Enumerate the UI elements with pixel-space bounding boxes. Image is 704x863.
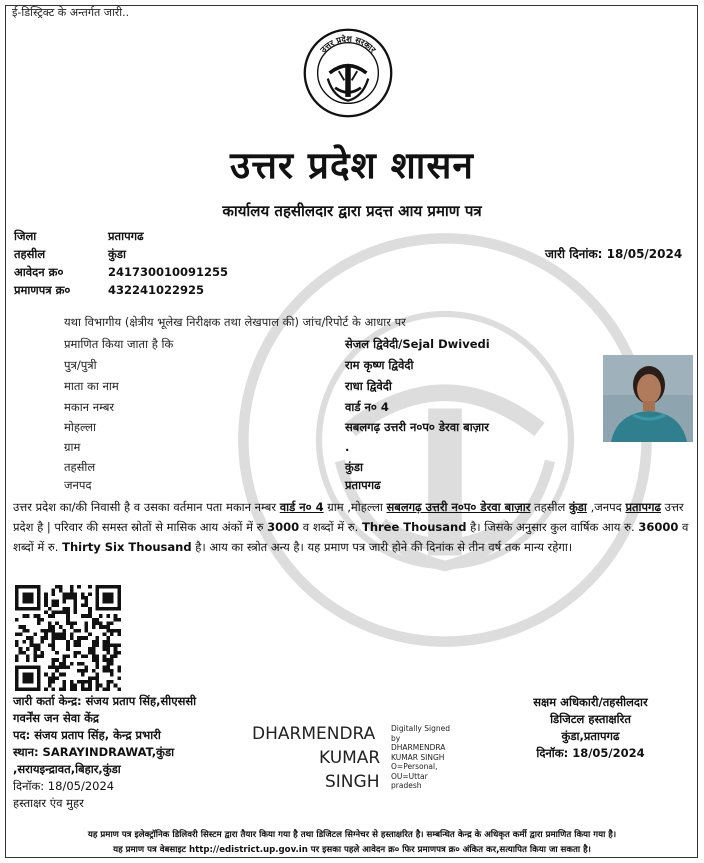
detail-label: माता का नाम (64, 379, 119, 393)
top-note: ई-डिस्ट्रिक्ट के अन्तर्गत जारी.. (12, 6, 130, 19)
header-field-tehsil (14, 247, 314, 263)
signer-name-line3: SINGH (325, 772, 380, 792)
signature-meta-line: O=Personal, (391, 762, 438, 771)
field-label: प्रमाणपत्र क्र० (14, 283, 71, 297)
issuer-post: पद: संजय प्रताप सिंह, केन्द्र प्रभारी (13, 728, 161, 742)
signature-meta-line: by (391, 733, 401, 743)
field-value: 432241022925 (108, 283, 205, 297)
para-tehsil: कुंडा (568, 500, 587, 514)
detail-label: ग्राम (64, 440, 81, 454)
svg-text:उत्तर प्रदेश सरकार (317, 34, 378, 55)
authority-date: दिनॉक: 18/05/2024 (536, 746, 645, 760)
detail-value-village: . (345, 440, 350, 454)
footer-line: यह प्रमाण पत्र वेबसाइट http://edistrict.up.gov.in पर इसका पहले आवेदन क्र० फिर प्रमाणपत्र क्र० अंकित कर,सत्यापित किया जा सकता है। (113, 845, 591, 855)
issue-date: जारी दिनांक: 18/05/2024 (545, 247, 683, 261)
signature-meta-line: DHARMENDRA (391, 743, 446, 752)
detail-value-tehsil: कुंडा (345, 460, 363, 474)
para-text: व शब्दों में रु. (13, 520, 689, 554)
para-mohalla: सबलगढ़ उत्तरी न०प० डेरवा बाज़ार (386, 500, 531, 514)
footer-line: यह प्रमाण पत्र इलेक्ट्रॉनिक डिलिवरी सिस्टम द्वारा तैयार किया गया है तथा डिजिटल सिग्नेचर से हस्ताक्षरित है। सम्बन्धित केन्द्र के अधिकृत कर्मी द्वारा प्रमाणित किया गया है। (87, 830, 617, 840)
detail-label: तहसील (64, 460, 96, 474)
issuer-center: जारी कर्ता केन्द्र: संजय प्रताप सिंह,सीएससी (13, 694, 197, 708)
intro-text: यथा विभागीय (क्षेत्रीय भूलेख निरीक्षक तथा लेखपाल की) जांच/रिपोर्ट के आधार पर (64, 315, 406, 329)
detail-value-mother: राधा द्विवेदी (345, 379, 392, 393)
field-label: जिला (14, 229, 37, 243)
certificate-paragraph (13, 497, 695, 557)
signature-meta-line: OU=Uttar (391, 771, 428, 781)
authority-place: कुंडा,प्रतापगढ (561, 729, 620, 743)
para-text: है। जिसके अनुसार कुल वार्षिक आय रु. (466, 520, 639, 534)
signature-meta-line: KUMAR SINGH (391, 752, 445, 762)
issuer-signature-label: हस्ताक्षर एंव मुहर (13, 796, 84, 810)
field-value: कुंडा (108, 247, 126, 261)
authority-digital: डिजिटल हस्ताक्षरित (550, 712, 631, 726)
issuer-block (13, 693, 196, 812)
detail-value-parent: राम कृष्ण द्विवेदी (345, 358, 414, 372)
detail-value-mohalla: सबलगढ़ उत्तरी न०प० डेरवा बाज़ार (345, 420, 489, 434)
detail-label: पुत्र/पुत्री (64, 358, 97, 372)
para-text: है। आय का स्त्रोत अन्य है। यह प्रमाण पत्र जारी होने की दिनांक से तीन वर्ष तक मान्य रहेगा। (191, 540, 573, 554)
para-text: उत्तर प्रदेश का/की निवासी है व उसका वर्तमान पता मकान नम्बर (13, 500, 280, 514)
footer-note (6, 828, 698, 858)
header-field-certificate-no (14, 283, 314, 299)
para-text: व शब्दों में रु. (299, 520, 362, 534)
detail-label: जनपद (64, 478, 92, 492)
field-label: तहसील (14, 247, 46, 261)
header-field-district (14, 229, 314, 245)
para-annual-income: 36000 (638, 520, 679, 534)
emblem-text: उत्तर प्रदेश सरकार (318, 33, 379, 55)
authority-title: सक्षम अधिकारी/तहसीलदार (533, 695, 648, 709)
para-annual-income-words: Thirty Six Thousand (62, 540, 192, 554)
field-label: आवेदन क्र० (14, 265, 64, 279)
header-field-application-no (14, 265, 314, 281)
para-monthly-income-words: Three Thousand (361, 520, 467, 534)
government-title: उत्तर प्रदेश शासन (230, 143, 474, 187)
issuer-address: ,सरायइन्द्रावत,बिहार,कुंडा (13, 762, 121, 776)
issuer-place: स्थान: SARAYINDRAWAT,कुंडा (13, 745, 175, 759)
para-text: ग्राम ,मोहल्ला (323, 500, 387, 514)
detail-label: मकान नम्बर (64, 400, 115, 414)
up-government-emblem (302, 27, 394, 119)
para-text: ,जनपद (586, 500, 626, 514)
detail-value-district: प्रतापगढ (345, 478, 381, 492)
detail-value-house: वार्ड न० 4 (345, 400, 389, 414)
applicant-photo (603, 355, 693, 442)
para-house-number: वार्ड न० 4 (279, 500, 324, 514)
signature-meta-line: pradesh (391, 781, 422, 790)
document-title: कार्यालय तहसीलदार द्वारा प्रदत्त आय प्रमाण पत्र (222, 202, 482, 220)
para-district: प्रतापगढ (625, 500, 662, 514)
signer-name-line2: KUMAR (319, 748, 381, 768)
signer-name-line1: DHARMENDRA (252, 724, 376, 744)
authority-block (498, 694, 683, 762)
field-value: प्रतापगढ (108, 229, 144, 243)
signature-meta-line: Digitally Signed (391, 724, 450, 733)
issuer-date: दिनॉक: 18/05/2024 (13, 779, 115, 793)
digital-signature-details (391, 724, 451, 791)
detail-label: मोहल्ला (64, 420, 96, 434)
qr-code (15, 585, 121, 691)
issuer-center-name: गवर्नेंस जन सेवा केंद्र (13, 711, 100, 725)
detail-label: प्रमाणित किया जाता है कि (64, 337, 174, 351)
para-text: तहसील (530, 500, 569, 514)
detail-value-name: सेजल द्विवेदी/Sejal Dwivedi (345, 337, 490, 351)
field-value: 241730010091255 (108, 265, 229, 279)
para-text: उत्तर प्रदेश है | परिवार की समस्त स्रोतों से मासिक आय अंकों में रु (13, 500, 684, 534)
para-monthly-income: 3000 (267, 520, 300, 534)
